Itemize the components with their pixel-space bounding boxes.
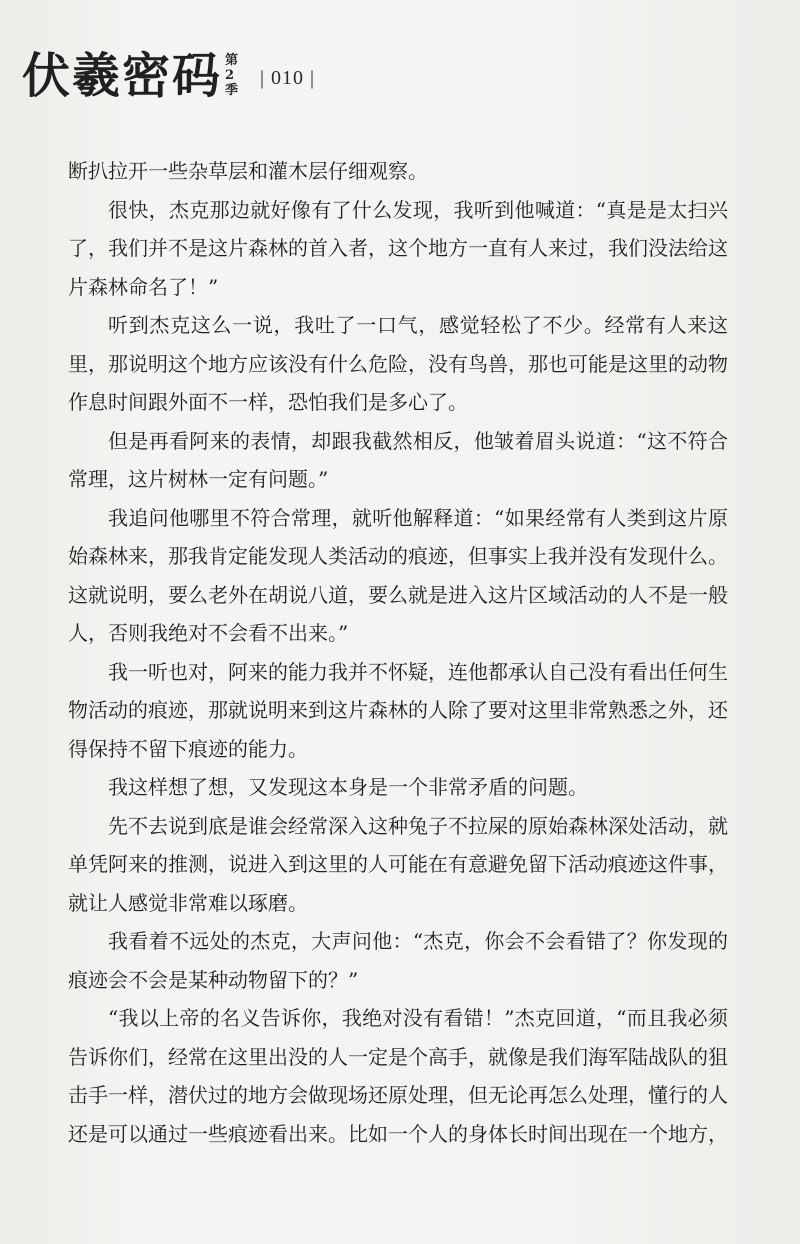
season-marker [225, 53, 238, 98]
page-header [22, 36, 315, 106]
paragraph: 我一听也对，阿来的能力我并不怀疑，连他都承认自己没有看出任何生物活动的痕迹，那就说明来到这片森林的人除了要对这里非常熟悉之外，还得保持不留下痕迹的能力。 [68, 659, 728, 761]
season-char-2: 2 [225, 68, 235, 83]
paragraph: 很快，杰克那边就好像有了什么发现，我听到他喊道：“真是是太扫兴了，我们并不是这片森林的首入者，这个地方一直有人来过，我们没法给这片森林命名了！” [68, 197, 728, 299]
paragraph: 听到杰克这么一说，我吐了一口气，感觉轻松了不少。经常有人来这里，那说明这个地方应该没有什么危险，没有鸟兽，那也可能是这里的动物作息时间跟外面不一样，恐怕我们是多心了。 [68, 313, 728, 414]
season-char-3: 季 [225, 83, 239, 98]
paragraph: 但是再看阿来的表情，却跟我截然相反，他皱着眉头说道：“这不符合常理，这片树林一定有问题。” [68, 428, 728, 491]
paragraph: “我以上帝的名义告诉你，我绝对没有看错！”杰克回道，“而且我必须告诉你们，经常在这里出没的人一定是个高手，就像是我们海军陆战队的狙击手一样，潜伏过的地方会做现场还原处理，但无论再怎么处理，懂行的人还是可以通过一些痕迹看出来。比如一个人的身体长时间出现在一个地方， [68, 1006, 728, 1146]
paragraph: 断扒拉开一些杂草层和灌木层仔细观察。 [68, 159, 428, 183]
book-title: 伏羲密码 [22, 48, 223, 104]
paragraph: 我追问他哪里不符合常理，就听他解释道：“如果经常有人类到这片原始森林来，那我肯定能发现人类活动的痕迹，但事实上我并没有发现什么。这就说明，要么老外在胡说八道，要么就是进入这片区域活动的人不是一般人，否则我绝对不会看不出来。” [68, 505, 728, 645]
paragraph: 我看着不远处的杰克，大声问他：“杰克，你会不会看错了？你发现的痕迹会不会是某种动物留下的？” [68, 929, 728, 992]
body-text [68, 152, 728, 1153]
season-char-1: 第 [225, 53, 239, 68]
paragraph: 我这样想了想，又发现这本身是一个非常矛盾的问题。 [108, 775, 588, 799]
page-number: | 010 | [260, 67, 316, 89]
paragraph: 先不去说到底是谁会经常深入这种兔子不拉屎的原始森林深处活动，就单凭阿来的推测，说进入到这里的人可能在有意避免留下活动痕迹这件事，就让人感觉非常难以琢磨。 [68, 813, 728, 915]
